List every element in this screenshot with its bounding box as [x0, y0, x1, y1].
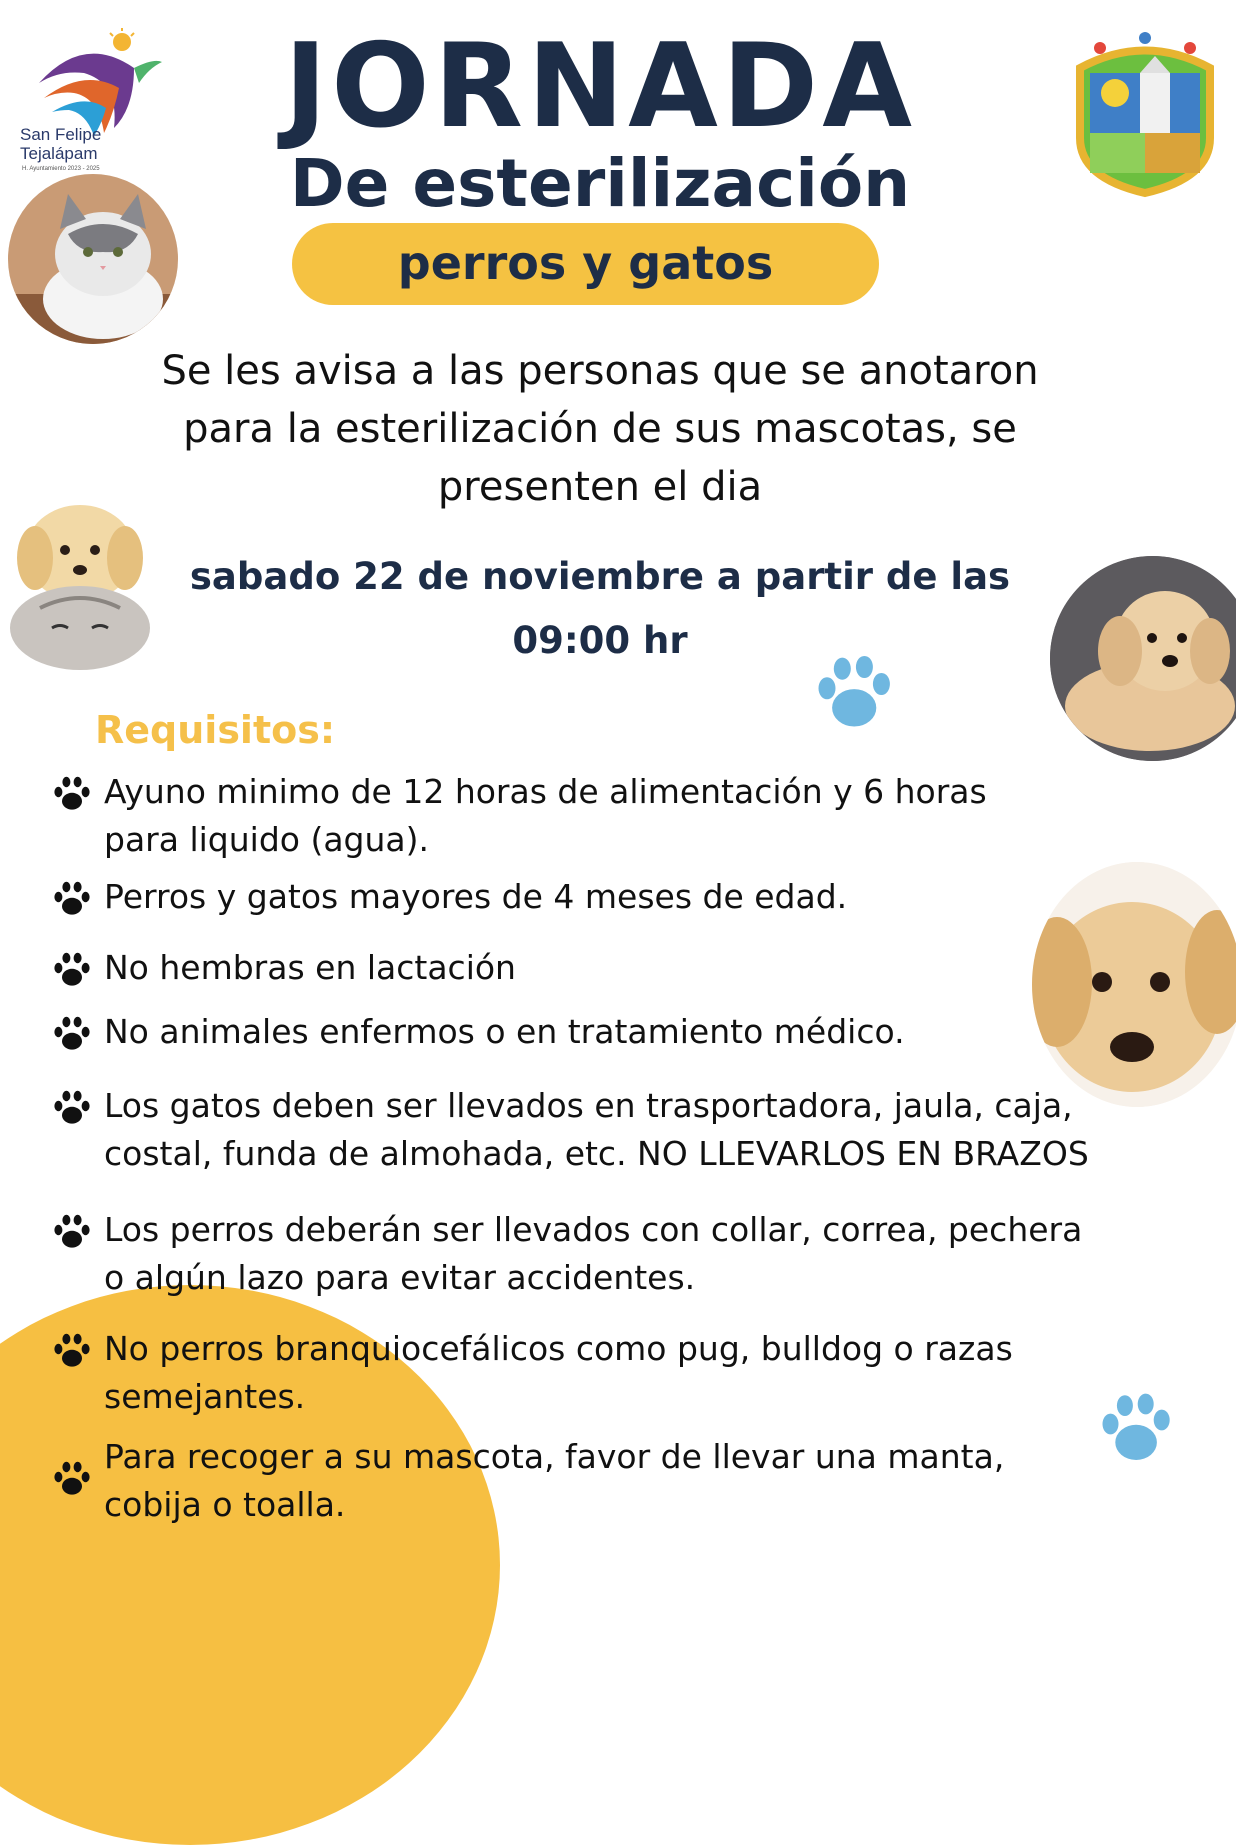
requirement-line: Para recoger a su mascota, favor de llevar una manta, — [104, 1437, 1005, 1476]
paw-icon — [52, 1014, 92, 1054]
paw-icon — [52, 1212, 92, 1252]
requirement-text — [104, 768, 1224, 864]
category-pill-label: perros y gatos — [397, 236, 774, 290]
requirement-line: Ayuno minimo de 12 horas de alimentación y 6 horas — [104, 772, 987, 811]
requirement-line: para liquido (agua). — [104, 820, 429, 859]
paw-icon — [52, 1331, 92, 1371]
requirement-line: costal, funda de almohada, etc. NO LLEVARLOS EN BRAZOS — [104, 1134, 1089, 1173]
requirement-text — [104, 1206, 1224, 1302]
paw-icon — [52, 774, 92, 814]
intro-line: para la esterilización de sus mascotas, se — [183, 406, 1017, 452]
schedule-time: 09:00 hr — [512, 619, 688, 662]
requirement-line: No animales enfermos o en tratamiento médico. — [104, 1012, 905, 1051]
requirement-line: Perros y gatos mayores de 4 meses de edad. — [104, 877, 848, 916]
requirement-line: Los perros deberán ser llevados con collar, correa, pechera — [104, 1210, 1083, 1249]
intro-line: presenten el dia — [437, 464, 763, 510]
requirement-line: cobija o toalla. — [104, 1485, 346, 1524]
logo-subtitle: H. Ayuntamiento 2023 - 2025 — [22, 166, 100, 172]
requirement-text — [104, 944, 1224, 992]
schedule-date: sabado 22 de noviembre a partir de las — [189, 555, 1011, 598]
requirement-text — [104, 1082, 1224, 1178]
intro-text — [110, 342, 1090, 516]
requirement-text — [104, 1008, 1224, 1056]
requirement-line: o algún lazo para evitar accidentes. — [104, 1258, 696, 1297]
category-pill — [292, 223, 879, 305]
paw-icon — [52, 950, 92, 990]
requirement-line: Los gatos deben ser llevados en trasportadora, jaula, caja, — [104, 1086, 1073, 1125]
main-subtitle: De esterilización — [289, 145, 911, 222]
blue-paw-icon — [810, 650, 895, 735]
requirement-line: No hembras en lactación — [104, 948, 516, 987]
schedule-text — [150, 545, 1050, 673]
paw-icon — [52, 1459, 92, 1499]
cat-photo — [8, 174, 178, 344]
requirement-text — [104, 873, 1224, 921]
main-title: JORNADA — [283, 19, 916, 154]
requirement-line: semejantes. — [104, 1377, 306, 1416]
logo-name-line2: Tejalápam — [20, 144, 98, 163]
poodle-photo — [1050, 556, 1236, 761]
requirements-title: Requisitos: — [95, 708, 336, 752]
municipal-crest-icon — [1070, 28, 1220, 198]
paw-icon — [52, 1088, 92, 1128]
intro-line: Se les avisa a las personas que se anotaron — [161, 348, 1039, 394]
logo-text — [20, 125, 101, 163]
requirement-line: No perros branquiocefálicos como pug, bulldog o razas — [104, 1329, 1013, 1368]
logo-name-line1: San Felipe — [20, 125, 102, 144]
requirement-text — [104, 1433, 1224, 1529]
paw-icon — [52, 879, 92, 919]
requirement-text — [104, 1325, 1224, 1421]
